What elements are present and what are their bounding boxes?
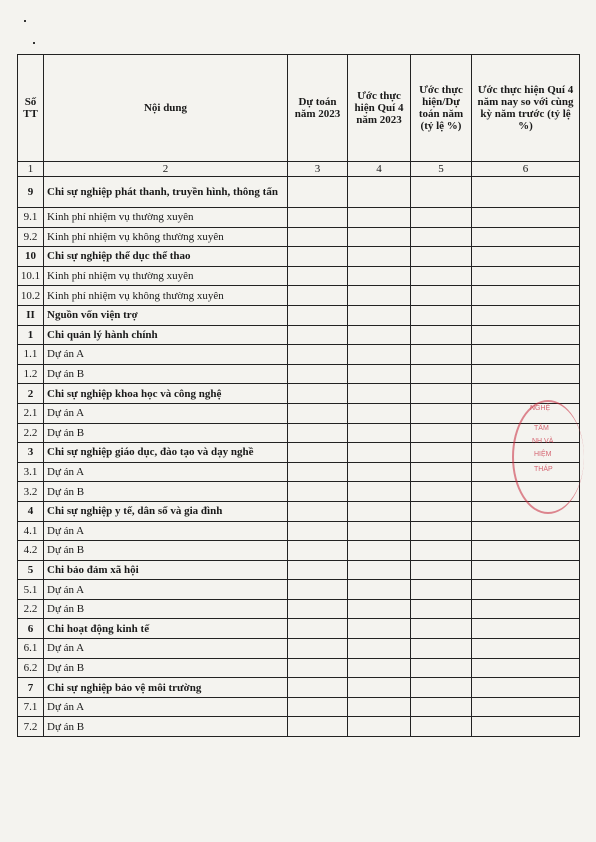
empty-value-cell (348, 305, 411, 325)
empty-value-cell (348, 325, 411, 345)
empty-value-cell (472, 599, 580, 619)
seal-text-line: THÁP (534, 466, 553, 473)
row-content: Chi quản lý hành chính (44, 325, 288, 345)
row-number: 3.1 (18, 462, 44, 482)
row-number: 10 (18, 247, 44, 267)
row-content: Chi sự nghiệp giáo dục, đào tạo và dạy nghề (44, 443, 288, 463)
empty-value-cell (348, 266, 411, 286)
empty-value-cell (348, 403, 411, 423)
empty-value-cell (411, 482, 472, 502)
empty-value-cell (288, 345, 348, 365)
empty-value-cell (288, 325, 348, 345)
table-row (18, 177, 580, 208)
empty-value-cell (288, 403, 348, 423)
row-content: Dự án A (44, 521, 288, 541)
empty-value-cell (472, 177, 580, 208)
empty-value-cell (472, 247, 580, 267)
empty-value-cell (288, 482, 348, 502)
empty-value-cell (348, 286, 411, 306)
table-row (18, 227, 580, 247)
empty-value-cell (411, 177, 472, 208)
column-number: 3 (288, 162, 348, 177)
row-content: Dự án A (44, 403, 288, 423)
row-content: Dự án A (44, 462, 288, 482)
row-number: 3 (18, 443, 44, 463)
row-content: Kinh phí nhiệm vụ thường xuyên (44, 208, 288, 228)
table-row (18, 639, 580, 659)
empty-value-cell (348, 619, 411, 639)
empty-value-cell (472, 639, 580, 659)
empty-value-cell (472, 521, 580, 541)
row-number: 9.1 (18, 208, 44, 228)
table-row (18, 541, 580, 561)
row-number: 4.2 (18, 541, 44, 561)
row-content: Kinh phí nhiệm vụ không thường xuyên (44, 227, 288, 247)
table-row (18, 403, 580, 423)
empty-value-cell (288, 580, 348, 600)
header-budget-2023: Dự toán năm 2023 (288, 55, 348, 162)
empty-value-cell (411, 580, 472, 600)
empty-value-cell (472, 678, 580, 698)
column-number: 6 (472, 162, 580, 177)
row-number: 5 (18, 560, 44, 580)
row-content: Chi sự nghiệp khoa học và công nghệ (44, 384, 288, 404)
empty-value-cell (411, 658, 472, 678)
table-row (18, 423, 580, 443)
table-row (18, 658, 580, 678)
row-content: Kinh phí nhiệm vụ không thường xuyên (44, 286, 288, 306)
empty-value-cell (472, 619, 580, 639)
row-content: Dự án A (44, 697, 288, 717)
row-number: 1.2 (18, 364, 44, 384)
empty-value-cell (348, 580, 411, 600)
row-number: 2.2 (18, 423, 44, 443)
empty-value-cell (472, 305, 580, 325)
empty-value-cell (411, 325, 472, 345)
row-number: 9 (18, 177, 44, 208)
empty-value-cell (288, 541, 348, 561)
row-number: 7 (18, 678, 44, 698)
empty-value-cell (348, 384, 411, 404)
empty-value-cell (348, 482, 411, 502)
empty-value-cell (411, 208, 472, 228)
empty-value-cell (411, 403, 472, 423)
table-row (18, 697, 580, 717)
empty-value-cell (288, 286, 348, 306)
row-number: 5.1 (18, 580, 44, 600)
row-content: Chi bảo đảm xã hội (44, 560, 288, 580)
header-content: Nội dung (44, 55, 288, 162)
empty-value-cell (411, 227, 472, 247)
empty-value-cell (288, 247, 348, 267)
table-row (18, 443, 580, 463)
row-content: Kinh phí nhiệm vụ thường xuyên (44, 266, 288, 286)
row-number: 1 (18, 325, 44, 345)
table-row (18, 364, 580, 384)
row-number: 10.2 (18, 286, 44, 306)
row-number: 6.1 (18, 639, 44, 659)
empty-value-cell (288, 266, 348, 286)
row-number: 1.1 (18, 345, 44, 365)
empty-value-cell (472, 560, 580, 580)
table-row (18, 580, 580, 600)
empty-value-cell (411, 345, 472, 365)
table-row (18, 462, 580, 482)
empty-value-cell (411, 501, 472, 521)
empty-value-cell (411, 619, 472, 639)
empty-value-cell (288, 678, 348, 698)
empty-value-cell (288, 658, 348, 678)
empty-value-cell (288, 521, 348, 541)
scan-speck (24, 20, 26, 22)
row-number: 2.2 (18, 599, 44, 619)
row-number: 2 (18, 384, 44, 404)
table-row (18, 599, 580, 619)
row-content: Nguồn vốn viện trợ (44, 305, 288, 325)
empty-value-cell (288, 462, 348, 482)
header-q4-estimate: Ước thực hiện Quí 4 năm 2023 (348, 55, 411, 162)
empty-value-cell (348, 501, 411, 521)
row-content: Dự án B (44, 423, 288, 443)
row-number: 7.1 (18, 697, 44, 717)
table-row (18, 717, 580, 737)
row-content: Dự án B (44, 658, 288, 678)
row-content: Dự án B (44, 717, 288, 737)
empty-value-cell (411, 364, 472, 384)
empty-value-cell (348, 177, 411, 208)
row-content: Dự án B (44, 599, 288, 619)
table-row (18, 247, 580, 267)
empty-value-cell (288, 384, 348, 404)
empty-value-cell (288, 443, 348, 463)
empty-value-cell (288, 423, 348, 443)
empty-value-cell (348, 521, 411, 541)
row-number: 6.2 (18, 658, 44, 678)
empty-value-cell (348, 599, 411, 619)
empty-value-cell (288, 364, 348, 384)
empty-value-cell (411, 717, 472, 737)
empty-value-cell (348, 208, 411, 228)
empty-value-cell (411, 305, 472, 325)
row-content: Dự án B (44, 364, 288, 384)
table-row (18, 501, 580, 521)
table-body (18, 177, 580, 737)
table-row (18, 384, 580, 404)
empty-value-cell (348, 247, 411, 267)
empty-value-cell (348, 639, 411, 659)
row-content: Dự án A (44, 345, 288, 365)
table-row (18, 266, 580, 286)
empty-value-cell (472, 325, 580, 345)
row-number: II (18, 305, 44, 325)
empty-value-cell (411, 639, 472, 659)
table-row (18, 208, 580, 228)
row-number: 6 (18, 619, 44, 639)
empty-value-cell (472, 227, 580, 247)
empty-value-cell (288, 697, 348, 717)
row-number: 7.2 (18, 717, 44, 737)
empty-value-cell (288, 208, 348, 228)
scan-speck (33, 42, 35, 44)
empty-value-cell (411, 462, 472, 482)
empty-value-cell (348, 423, 411, 443)
row-number: 2.1 (18, 403, 44, 423)
empty-value-cell (411, 678, 472, 698)
seal-text-line: HIỆM (534, 451, 552, 458)
table-row (18, 521, 580, 541)
seal-text-line: NGHỆ (530, 405, 551, 412)
column-number: 4 (348, 162, 411, 177)
empty-value-cell (288, 639, 348, 659)
empty-value-cell (472, 717, 580, 737)
table-row (18, 560, 580, 580)
empty-value-cell (472, 697, 580, 717)
column-number: 5 (411, 162, 472, 177)
empty-value-cell (472, 364, 580, 384)
empty-value-cell (288, 227, 348, 247)
table-row (18, 305, 580, 325)
seal-text-line: NH VÀ (532, 438, 554, 445)
table-header-row (18, 55, 580, 162)
empty-value-cell (472, 658, 580, 678)
empty-value-cell (288, 305, 348, 325)
row-number: 10.1 (18, 266, 44, 286)
empty-value-cell (348, 560, 411, 580)
empty-value-cell (411, 423, 472, 443)
table-row (18, 286, 580, 306)
row-content: Dự án A (44, 639, 288, 659)
header-stt: Số TT (18, 55, 44, 162)
empty-value-cell (411, 443, 472, 463)
row-number: 3.2 (18, 482, 44, 502)
row-number: 9.2 (18, 227, 44, 247)
column-number: 1 (18, 162, 44, 177)
empty-value-cell (348, 462, 411, 482)
empty-value-cell (472, 286, 580, 306)
row-number: 4 (18, 501, 44, 521)
row-content: Dự án A (44, 580, 288, 600)
row-content: Chi sự nghiệp phát thanh, truyền hình, thông tấn (44, 177, 288, 208)
table-row (18, 678, 580, 698)
empty-value-cell (472, 541, 580, 561)
empty-value-cell (348, 697, 411, 717)
empty-value-cell (472, 580, 580, 600)
empty-value-cell (288, 599, 348, 619)
empty-value-cell (288, 501, 348, 521)
empty-value-cell (411, 521, 472, 541)
column-number: 2 (44, 162, 288, 177)
row-content: Dự án B (44, 541, 288, 561)
table-row (18, 482, 580, 502)
empty-value-cell (411, 286, 472, 306)
empty-value-cell (472, 266, 580, 286)
empty-value-cell (411, 599, 472, 619)
empty-value-cell (472, 345, 580, 365)
empty-value-cell (411, 541, 472, 561)
budget-table (17, 54, 580, 737)
empty-value-cell (348, 717, 411, 737)
header-estimate-vs-budget: Ước thực hiện/Dự toán năm (tỷ lệ %) (411, 55, 472, 162)
empty-value-cell (472, 208, 580, 228)
empty-value-cell (348, 541, 411, 561)
empty-value-cell (348, 443, 411, 463)
empty-value-cell (348, 658, 411, 678)
table-row (18, 345, 580, 365)
empty-value-cell (348, 227, 411, 247)
empty-value-cell (411, 560, 472, 580)
empty-value-cell (348, 364, 411, 384)
empty-value-cell (288, 717, 348, 737)
empty-value-cell (288, 619, 348, 639)
row-content: Dự án B (44, 482, 288, 502)
row-number: 4.1 (18, 521, 44, 541)
empty-value-cell (348, 345, 411, 365)
empty-value-cell (288, 177, 348, 208)
empty-value-cell (411, 266, 472, 286)
row-content: Chi sự nghiệp thể dục thể thao (44, 247, 288, 267)
row-content: Chi hoạt động kinh tế (44, 619, 288, 639)
header-yoy-comparison: Ước thực hiện Quí 4 năm nay so với cùng kỳ năm trước (tỷ lệ %) (472, 55, 580, 162)
empty-value-cell (411, 384, 472, 404)
empty-value-cell (411, 697, 472, 717)
empty-value-cell (288, 560, 348, 580)
empty-value-cell (411, 247, 472, 267)
empty-value-cell (472, 384, 580, 404)
table-row (18, 619, 580, 639)
table-row (18, 325, 580, 345)
row-content: Chi sự nghiệp bảo vệ môi trường (44, 678, 288, 698)
column-number-row (18, 162, 580, 177)
empty-value-cell (348, 678, 411, 698)
row-content: Chi sự nghiệp y tế, dân số và gia đình (44, 501, 288, 521)
seal-text-line: TÂM (534, 425, 549, 432)
